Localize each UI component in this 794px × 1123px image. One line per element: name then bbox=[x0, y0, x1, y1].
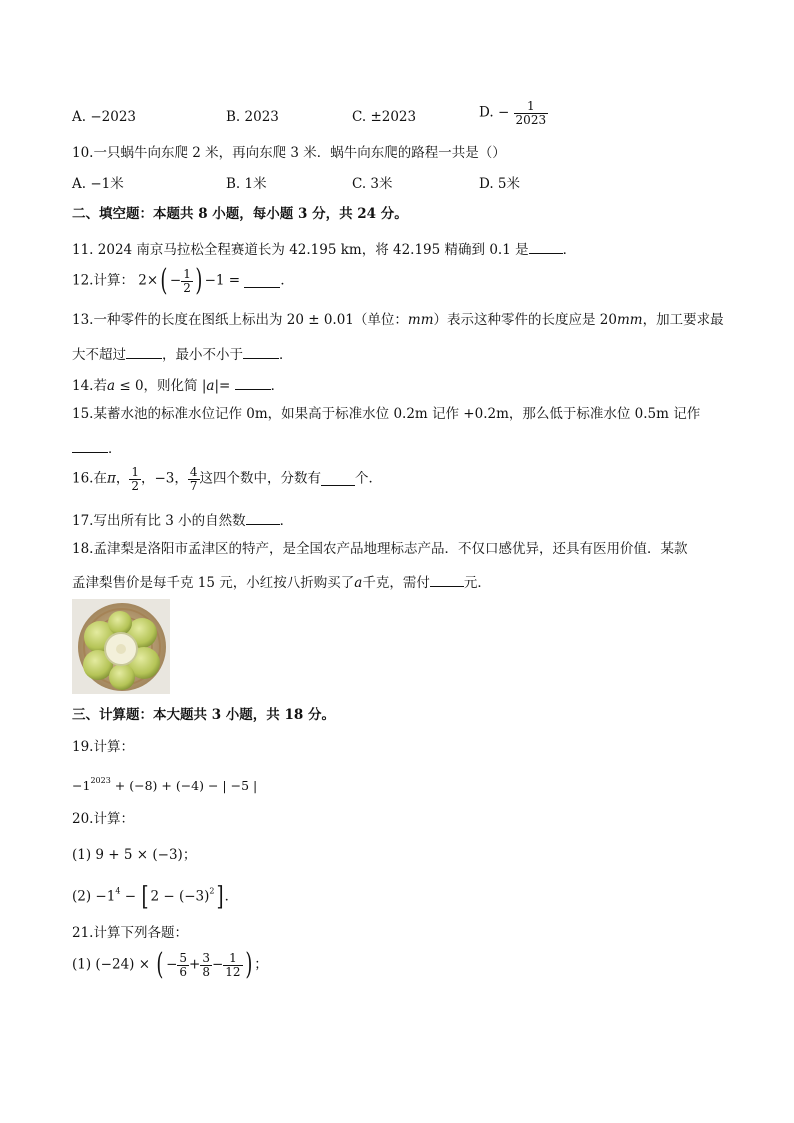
q18-line1: 18.孟津梨是洛阳市孟津区的特产，是全国农产品地理标志产品．不仅口感优异，还具有医用价值．某款 bbox=[72, 541, 688, 557]
unit: mm bbox=[407, 312, 434, 328]
q15-line2 bbox=[72, 440, 122, 457]
left-bracket: [ bbox=[141, 882, 149, 912]
minus-sign: − bbox=[166, 956, 178, 973]
right-paren: ) bbox=[244, 947, 252, 982]
q16-text: 这四个数中，分数有 bbox=[199, 470, 322, 487]
q21-label: 21.计算下列各题： bbox=[72, 925, 188, 941]
fraction bbox=[181, 268, 193, 294]
answer-blank bbox=[321, 473, 355, 486]
fraction bbox=[223, 952, 242, 978]
q14-text: ≤ 0，则化简 | bbox=[115, 378, 207, 394]
denominator: 6 bbox=[179, 964, 188, 979]
q14-text: |= bbox=[214, 378, 235, 394]
option-letter: A. bbox=[72, 109, 87, 125]
q18-text: 元． bbox=[463, 575, 491, 591]
q9-option-c bbox=[352, 111, 416, 125]
fraction bbox=[129, 466, 141, 492]
period: ． bbox=[280, 272, 294, 289]
right-bracket: ] bbox=[216, 882, 224, 912]
q14 bbox=[72, 377, 284, 394]
q9-option-b bbox=[226, 111, 279, 125]
denominator: 12 bbox=[225, 964, 241, 979]
denominator: 7 bbox=[189, 478, 198, 493]
expression-part: (1) (−24) × bbox=[72, 956, 155, 973]
exponent: 2023 bbox=[90, 776, 111, 785]
q13-text: ，加工要求最 bbox=[642, 312, 724, 328]
q16-text: ，−3， bbox=[141, 470, 188, 487]
q17 bbox=[72, 512, 293, 529]
minus-sign: − bbox=[497, 104, 510, 121]
q21-part1 bbox=[72, 947, 268, 982]
q18-line2 bbox=[72, 574, 491, 591]
q10-option-c: C. 3米 bbox=[352, 176, 393, 192]
option-letter: B. bbox=[226, 109, 241, 125]
q20-part1: (1) 9 + 5 × (−3)； bbox=[72, 847, 197, 863]
period: ． bbox=[224, 888, 239, 905]
q10-option-b: B. 1米 bbox=[226, 176, 267, 192]
q18-text: 千克，需付 bbox=[362, 575, 430, 591]
period: ． bbox=[108, 441, 122, 457]
numerator: 3 bbox=[202, 950, 210, 965]
q16-text: 个． bbox=[355, 470, 383, 487]
period: ． bbox=[279, 347, 293, 363]
answer-blank bbox=[430, 574, 464, 587]
q11-text: 11. 2024 南京马拉松全程赛道长为 42.195 km，将 42.195 精确到 0.1 是 bbox=[72, 242, 529, 258]
denominator: 8 bbox=[202, 964, 210, 979]
denominator: 2 bbox=[131, 478, 139, 493]
q12-label: 12.计算： bbox=[72, 272, 134, 289]
q11 bbox=[72, 241, 576, 258]
option-value: 2023 bbox=[244, 109, 279, 125]
exponent: 2 bbox=[209, 886, 215, 896]
left-paren: ( bbox=[160, 263, 168, 298]
pear-basket-illustration bbox=[72, 599, 170, 694]
expression-part: + (−8) + (−4) − | −5 | bbox=[110, 778, 258, 793]
period: ． bbox=[562, 242, 577, 258]
fraction bbox=[200, 952, 212, 978]
q16-text: 16.在 bbox=[72, 470, 107, 487]
variable: a bbox=[206, 378, 215, 394]
denominator: 2 bbox=[183, 280, 191, 295]
period: ． bbox=[279, 513, 294, 529]
exponent: 4 bbox=[115, 886, 121, 896]
minus-sign: − bbox=[169, 272, 182, 289]
period: ． bbox=[270, 378, 285, 394]
minus-sign: − bbox=[211, 956, 224, 973]
q13-text: ）表示这种零件的长度应是 20 bbox=[433, 312, 617, 328]
semicolon: ； bbox=[254, 956, 268, 973]
variable: a bbox=[354, 575, 363, 591]
q19-label: 19.计算： bbox=[72, 739, 134, 755]
option-value: −2023 bbox=[90, 109, 137, 125]
answer-blank bbox=[244, 275, 280, 288]
separator: ， bbox=[115, 470, 130, 487]
numerator: 5 bbox=[179, 950, 188, 965]
q20-label: 20.计算： bbox=[72, 811, 134, 827]
answer-blank bbox=[246, 512, 280, 525]
q13-line2 bbox=[72, 346, 293, 363]
unit: mm bbox=[617, 312, 643, 328]
option-letter: D. bbox=[479, 104, 494, 121]
expression-part: −1 = bbox=[204, 272, 241, 289]
q14-text: 14.若 bbox=[72, 378, 107, 394]
expression-part: 2× bbox=[138, 272, 159, 289]
section-heading-fill-blank: 二、填空题：本题共 8 小题，每小题 3 分，共 24 分。 bbox=[72, 206, 408, 222]
option-value: ±2023 bbox=[370, 109, 417, 125]
q12 bbox=[72, 263, 294, 298]
q13-text: ，最小不小于 bbox=[162, 347, 243, 363]
numerator: 1 bbox=[183, 266, 191, 281]
q18-text: 孟津梨售价是每千克 15 元，小红按八折购买了 bbox=[72, 575, 355, 591]
q17-text: 17.写出所有比 3 小的自然数 bbox=[72, 513, 246, 529]
answer-blank bbox=[235, 377, 271, 390]
numerator: 1 bbox=[527, 99, 535, 113]
answer-blank bbox=[529, 241, 563, 254]
expression-part: (2) −1 bbox=[72, 888, 116, 905]
q13-text: 13.一种零件的长度在图纸上标出为 20 ± 0.01（单位： bbox=[72, 312, 408, 328]
section-heading-calculation: 三、计算题：本大题共 3 小题，共 18 分。 bbox=[72, 707, 335, 723]
answer-blank bbox=[72, 440, 108, 453]
fraction bbox=[514, 100, 549, 126]
variable: a bbox=[106, 378, 116, 394]
pi-symbol: π bbox=[106, 470, 116, 487]
left-paren: ( bbox=[156, 947, 164, 982]
numerator: 1 bbox=[131, 465, 139, 479]
q15-line1: 15.某蓄水池的标准水位记作 0m，如果高于标准水位 0.2m 记作 +0.2m，那么低于标准水位 0.5m 记作 bbox=[72, 406, 701, 422]
plus-sign: + bbox=[189, 956, 201, 973]
pear-basket-photo bbox=[72, 599, 170, 694]
q19-expression bbox=[72, 777, 257, 793]
numerator: 4 bbox=[189, 465, 198, 479]
q10-option-d: D. 5米 bbox=[479, 176, 521, 192]
right-paren: ) bbox=[195, 263, 203, 298]
q9-option-d bbox=[479, 100, 548, 126]
q13-line1 bbox=[72, 314, 724, 328]
option-letter: C. bbox=[352, 109, 367, 125]
q9-option-a bbox=[72, 111, 136, 125]
q10-stem: 10.一只蜗牛向东爬 2 米，再向东爬 3 米．蜗牛向东爬的路程一共是（） bbox=[72, 145, 506, 161]
expression-part: −1 bbox=[72, 778, 91, 793]
fraction bbox=[188, 466, 200, 492]
fraction bbox=[177, 952, 189, 978]
answer-blank bbox=[126, 346, 162, 359]
q10-option-a: A. −1米 bbox=[72, 176, 124, 192]
numerator: 1 bbox=[229, 950, 237, 965]
q20-part2 bbox=[72, 884, 238, 910]
expression-part: 2 − (−3) bbox=[150, 888, 210, 905]
q13-text: 大不超过 bbox=[72, 347, 126, 363]
expression-part: − bbox=[120, 888, 141, 905]
denominator: 2023 bbox=[515, 112, 547, 127]
q16 bbox=[72, 466, 382, 492]
answer-blank bbox=[243, 346, 279, 359]
